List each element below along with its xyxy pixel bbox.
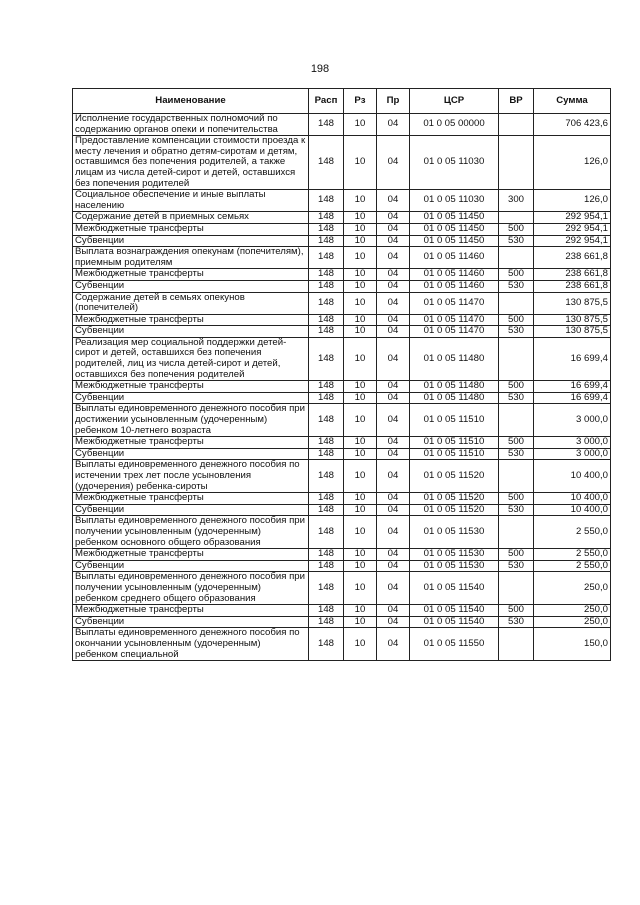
cell-rz: 10: [344, 223, 377, 235]
header-rz: Рз: [344, 89, 377, 114]
cell-name: Субвенции: [73, 392, 309, 404]
cell-pr: 04: [377, 190, 410, 212]
cell-rasp: 148: [309, 280, 344, 292]
table-row: [73, 314, 611, 326]
cell-csr: 01 0 05 11520: [410, 460, 499, 493]
cell-sum: 130 875,5: [534, 326, 611, 338]
cell-name: Межбюджетные трансферты: [73, 269, 309, 281]
cell-csr: 01 0 05 11520: [410, 504, 499, 516]
table-row: [73, 549, 611, 561]
cell-vr: 530: [499, 280, 534, 292]
table-row: [73, 136, 611, 190]
table-row: [73, 269, 611, 281]
cell-sum: 2 550,0: [534, 549, 611, 561]
cell-pr: 04: [377, 136, 410, 190]
cell-sum: 706 423,6: [534, 114, 611, 136]
cell-rz: 10: [344, 605, 377, 617]
cell-sum: 292 954,1: [534, 212, 611, 224]
cell-rasp: 148: [309, 404, 344, 437]
cell-vr: 500: [499, 314, 534, 326]
header-rasp: Расп: [309, 89, 344, 114]
cell-sum: 126,0: [534, 136, 611, 190]
cell-pr: 04: [377, 314, 410, 326]
cell-pr: 04: [377, 560, 410, 572]
cell-sum: 130 875,5: [534, 292, 611, 314]
cell-rz: 10: [344, 572, 377, 605]
cell-csr: 01 0 05 11510: [410, 404, 499, 437]
cell-rasp: 148: [309, 136, 344, 190]
cell-pr: 04: [377, 280, 410, 292]
cell-pr: 04: [377, 381, 410, 393]
cell-name: Реализация мер социальной поддержки детей-сирот и детей, оставшихся без попечения родителей, лиц из числа детей-сирот и детей, оставшихся без попечения родителей: [73, 337, 309, 380]
table-row: [73, 235, 611, 247]
cell-vr: [499, 404, 534, 437]
cell-pr: 04: [377, 292, 410, 314]
cell-rz: 10: [344, 493, 377, 505]
cell-rasp: 148: [309, 381, 344, 393]
cell-pr: 04: [377, 616, 410, 628]
cell-vr: 530: [499, 392, 534, 404]
cell-rasp: 148: [309, 516, 344, 549]
cell-rasp: 148: [309, 247, 344, 269]
cell-rz: 10: [344, 381, 377, 393]
cell-sum: 2 550,0: [534, 516, 611, 549]
table-row: [73, 460, 611, 493]
cell-sum: 2 550,0: [534, 560, 611, 572]
cell-csr: 01 0 05 11450: [410, 223, 499, 235]
cell-rz: 10: [344, 448, 377, 460]
cell-sum: 16 699,4: [534, 337, 611, 380]
cell-pr: 04: [377, 392, 410, 404]
cell-name: Социальное обеспечение и иные выплаты населению: [73, 190, 309, 212]
cell-name: Содержание детей в семьях опекунов (попечителей): [73, 292, 309, 314]
cell-name: Выплаты единовременного денежного пособия при достижении усыновленным (удочеренным) ребенком 10-летнего возраста: [73, 404, 309, 437]
cell-rasp: 148: [309, 326, 344, 338]
cell-pr: 04: [377, 516, 410, 549]
cell-rz: 10: [344, 235, 377, 247]
table-row: [73, 616, 611, 628]
cell-csr: 01 0 05 11540: [410, 572, 499, 605]
cell-vr: [499, 337, 534, 380]
cell-pr: 04: [377, 114, 410, 136]
cell-rasp: 148: [309, 190, 344, 212]
cell-rasp: 148: [309, 504, 344, 516]
cell-name: Субвенции: [73, 235, 309, 247]
cell-pr: 04: [377, 628, 410, 661]
cell-vr: 530: [499, 560, 534, 572]
cell-vr: 500: [499, 269, 534, 281]
cell-vr: 530: [499, 326, 534, 338]
cell-rz: 10: [344, 280, 377, 292]
cell-rz: 10: [344, 314, 377, 326]
cell-name: Субвенции: [73, 504, 309, 516]
cell-sum: 238 661,8: [534, 269, 611, 281]
cell-csr: 01 0 05 11530: [410, 560, 499, 572]
cell-name: Межбюджетные трансферты: [73, 381, 309, 393]
cell-name: Выплаты единовременного денежного пособия при получении усыновленным (удочеренным) ребенком основного общего образования: [73, 516, 309, 549]
table-row: [73, 292, 611, 314]
cell-name: Субвенции: [73, 280, 309, 292]
cell-csr: 01 0 05 11520: [410, 493, 499, 505]
table-row: [73, 280, 611, 292]
cell-pr: 04: [377, 235, 410, 247]
cell-pr: 04: [377, 404, 410, 437]
cell-name: Межбюджетные трансферты: [73, 549, 309, 561]
table-row: [73, 628, 611, 661]
cell-rz: 10: [344, 114, 377, 136]
cell-csr: 01 0 05 11030: [410, 190, 499, 212]
cell-sum: 16 699,4: [534, 392, 611, 404]
cell-csr: 01 0 05 11470: [410, 292, 499, 314]
cell-rasp: 148: [309, 560, 344, 572]
cell-rz: 10: [344, 628, 377, 661]
cell-name: Межбюджетные трансферты: [73, 223, 309, 235]
table-row: [73, 337, 611, 380]
cell-name: Предоставление компенсации стоимости проезда к месту лечения и обратно детям-сиротам и детям, оставшимся без попечения родителей, а также лицам из числа детей-сирот и детей, оставшихся без попечения родителей: [73, 136, 309, 190]
cell-name: Межбюджетные трансферты: [73, 493, 309, 505]
cell-vr: 530: [499, 235, 534, 247]
cell-sum: 3 000,0: [534, 437, 611, 449]
cell-rz: 10: [344, 460, 377, 493]
cell-pr: 04: [377, 337, 410, 380]
cell-pr: 04: [377, 572, 410, 605]
cell-sum: 3 000,0: [534, 404, 611, 437]
cell-csr: 01 0 05 11480: [410, 381, 499, 393]
cell-rz: 10: [344, 504, 377, 516]
table-row: [73, 190, 611, 212]
cell-sum: 150,0: [534, 628, 611, 661]
cell-rz: 10: [344, 560, 377, 572]
table-row: [73, 326, 611, 338]
cell-rasp: 148: [309, 235, 344, 247]
cell-rz: 10: [344, 392, 377, 404]
cell-csr: 01 0 05 11510: [410, 437, 499, 449]
cell-vr: 530: [499, 448, 534, 460]
cell-csr: 01 0 05 11450: [410, 212, 499, 224]
budget-table: [72, 88, 611, 661]
cell-pr: 04: [377, 212, 410, 224]
cell-name: Содержание детей в приемных семьях: [73, 212, 309, 224]
cell-sum: 3 000,0: [534, 448, 611, 460]
table-row: [73, 504, 611, 516]
cell-pr: 04: [377, 247, 410, 269]
cell-vr: 500: [499, 493, 534, 505]
cell-vr: [499, 572, 534, 605]
cell-rz: 10: [344, 616, 377, 628]
header-pr: Пр: [377, 89, 410, 114]
cell-rz: 10: [344, 269, 377, 281]
table-row: [73, 392, 611, 404]
header-vr: ВР: [499, 89, 534, 114]
cell-rz: 10: [344, 212, 377, 224]
table-body: [73, 114, 611, 661]
cell-sum: 16 699,4: [534, 381, 611, 393]
table-row: [73, 114, 611, 136]
cell-rasp: 148: [309, 314, 344, 326]
cell-rz: 10: [344, 136, 377, 190]
cell-name: Межбюджетные трансферты: [73, 605, 309, 617]
table-row: [73, 605, 611, 617]
cell-csr: 01 0 05 00000: [410, 114, 499, 136]
table-row: [73, 212, 611, 224]
cell-rz: 10: [344, 404, 377, 437]
cell-rz: 10: [344, 326, 377, 338]
cell-name: Выплата вознаграждения опекунам (попечителям), приемным родителям: [73, 247, 309, 269]
table-row: [73, 560, 611, 572]
cell-vr: [499, 114, 534, 136]
cell-pr: 04: [377, 549, 410, 561]
cell-name: Межбюджетные трансферты: [73, 437, 309, 449]
header-name: Наименование: [73, 89, 309, 114]
table-row: [73, 516, 611, 549]
cell-csr: 01 0 05 11530: [410, 549, 499, 561]
cell-rasp: 148: [309, 460, 344, 493]
cell-rz: 10: [344, 337, 377, 380]
cell-pr: 04: [377, 269, 410, 281]
cell-name: Межбюджетные трансферты: [73, 314, 309, 326]
cell-vr: 300: [499, 190, 534, 212]
cell-name: Субвенции: [73, 560, 309, 572]
cell-vr: 500: [499, 605, 534, 617]
cell-rasp: 148: [309, 628, 344, 661]
cell-csr: 01 0 05 11510: [410, 448, 499, 460]
cell-vr: 500: [499, 437, 534, 449]
cell-csr: 01 0 05 11460: [410, 247, 499, 269]
cell-vr: [499, 516, 534, 549]
cell-sum: 238 661,8: [534, 247, 611, 269]
table-row: [73, 493, 611, 505]
cell-pr: 04: [377, 493, 410, 505]
cell-csr: 01 0 05 11450: [410, 235, 499, 247]
cell-rasp: 148: [309, 572, 344, 605]
cell-csr: 01 0 05 11460: [410, 280, 499, 292]
cell-vr: 530: [499, 504, 534, 516]
table-header-row: [73, 89, 611, 114]
cell-rasp: 148: [309, 448, 344, 460]
cell-csr: 01 0 05 11530: [410, 516, 499, 549]
cell-name: Исполнение государственных полномочий по содержанию органов опеки и попечительства: [73, 114, 309, 136]
cell-sum: 238 661,8: [534, 280, 611, 292]
cell-rz: 10: [344, 516, 377, 549]
cell-sum: 250,0: [534, 616, 611, 628]
cell-rasp: 148: [309, 605, 344, 617]
cell-csr: 01 0 05 11540: [410, 605, 499, 617]
cell-rasp: 148: [309, 212, 344, 224]
cell-rz: 10: [344, 549, 377, 561]
cell-vr: [499, 628, 534, 661]
cell-name: Субвенции: [73, 326, 309, 338]
cell-name: Выплаты единовременного денежного пособия при получении усыновленным (удочеренным) ребенком среднего общего образования: [73, 572, 309, 605]
cell-pr: 04: [377, 223, 410, 235]
cell-vr: 500: [499, 549, 534, 561]
cell-rasp: 148: [309, 337, 344, 380]
cell-vr: [499, 460, 534, 493]
cell-sum: 126,0: [534, 190, 611, 212]
cell-vr: [499, 136, 534, 190]
page-number: 198: [310, 63, 330, 75]
cell-sum: 250,0: [534, 572, 611, 605]
table-row: [73, 381, 611, 393]
cell-vr: [499, 247, 534, 269]
cell-name: Выплаты единовременного денежного пособия по истечении трех лет после усыновления (удочерения) ребенка-сироты: [73, 460, 309, 493]
cell-csr: 01 0 05 11480: [410, 392, 499, 404]
cell-rasp: 148: [309, 616, 344, 628]
cell-csr: 01 0 05 11030: [410, 136, 499, 190]
cell-vr: 500: [499, 381, 534, 393]
table-row: [73, 572, 611, 605]
cell-sum: 130 875,5: [534, 314, 611, 326]
cell-name: Субвенции: [73, 616, 309, 628]
table-row: [73, 247, 611, 269]
cell-rz: 10: [344, 190, 377, 212]
cell-rasp: 148: [309, 269, 344, 281]
cell-pr: 04: [377, 460, 410, 493]
header-csr: ЦСР: [410, 89, 499, 114]
cell-csr: 01 0 05 11540: [410, 616, 499, 628]
cell-pr: 04: [377, 448, 410, 460]
cell-rasp: 148: [309, 549, 344, 561]
cell-csr: 01 0 05 11470: [410, 314, 499, 326]
cell-rasp: 148: [309, 437, 344, 449]
cell-pr: 04: [377, 504, 410, 516]
cell-pr: 04: [377, 605, 410, 617]
cell-sum: 292 954,1: [534, 223, 611, 235]
cell-sum: 292 954,1: [534, 235, 611, 247]
cell-rasp: 148: [309, 114, 344, 136]
cell-csr: 01 0 05 11460: [410, 269, 499, 281]
cell-name: Субвенции: [73, 448, 309, 460]
cell-rz: 10: [344, 247, 377, 269]
cell-vr: 530: [499, 616, 534, 628]
cell-rasp: 148: [309, 493, 344, 505]
cell-sum: 250,0: [534, 605, 611, 617]
cell-sum: 10 400,0: [534, 504, 611, 516]
table-row: [73, 404, 611, 437]
cell-rasp: 148: [309, 223, 344, 235]
table-row: [73, 448, 611, 460]
cell-sum: 10 400,0: [534, 493, 611, 505]
header-sum: Сумма: [534, 89, 611, 114]
cell-sum: 10 400,0: [534, 460, 611, 493]
table-row: [73, 223, 611, 235]
table-row: [73, 437, 611, 449]
cell-pr: 04: [377, 326, 410, 338]
cell-pr: 04: [377, 437, 410, 449]
cell-vr: 500: [499, 223, 534, 235]
cell-vr: [499, 292, 534, 314]
cell-rasp: 148: [309, 392, 344, 404]
cell-csr: 01 0 05 11480: [410, 337, 499, 380]
cell-csr: 01 0 05 11550: [410, 628, 499, 661]
cell-rz: 10: [344, 292, 377, 314]
cell-rasp: 148: [309, 292, 344, 314]
cell-rz: 10: [344, 437, 377, 449]
cell-csr: 01 0 05 11470: [410, 326, 499, 338]
cell-name: Выплаты единовременного денежного пособия по окончании усыновленным (удочеренным) ребенком специальной: [73, 628, 309, 661]
cell-vr: [499, 212, 534, 224]
